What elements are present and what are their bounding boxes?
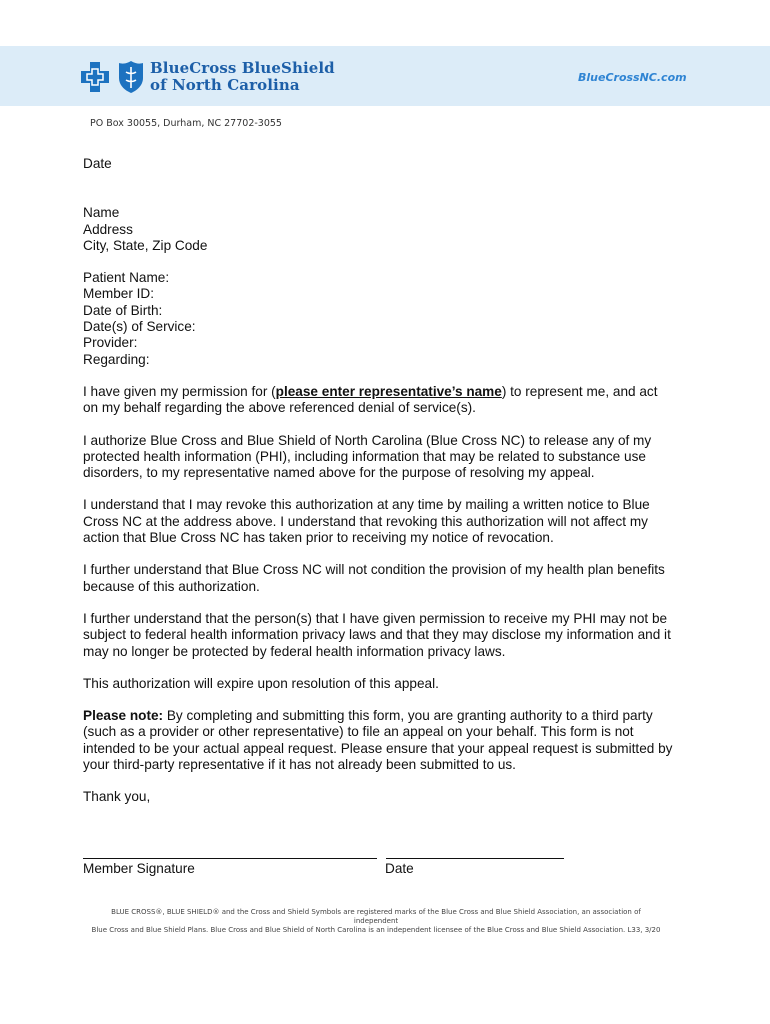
member-signature-label: Member Signature: [83, 861, 195, 876]
para1-end: ) to represent me, and act on my behalf regarding the above referenced denial of service(s).: [83, 383, 658, 416]
signature-date-line[interactable]: [386, 858, 564, 859]
member-signature-line[interactable]: [83, 858, 377, 859]
signature-row: [83, 844, 683, 880]
service-dates-field: Date(s) of Service:: [83, 319, 196, 335]
closing: Thank you,: [83, 789, 151, 805]
signature-date-label: Date: [385, 861, 414, 876]
expiration-paragraph: This authorization will expire upon resolution of this appeal.: [83, 675, 439, 691]
recipient-address: Address: [83, 221, 133, 237]
member-id-field: Member ID:: [83, 286, 155, 302]
recipient-name: Name: [83, 205, 120, 221]
patient-name-field: Patient Name:: [83, 270, 170, 286]
shield-logo-icon: [118, 60, 144, 94]
provider-field: Provider:: [83, 335, 138, 351]
para1-start: I have given my permission for (: [83, 383, 276, 399]
note-text: By completing and submitting this form, you are granting authority to a third party (such as a provider or other representative) to file an appeal on your behalf. This form is not intended to be your actual appeal request. Please ensure that your appeal request is submitted by your third-party representative if it has not already been submitted to us.: [83, 708, 673, 773]
condition-paragraph: I further understand that Blue Cross NC will not condition the provision of my health plan benefits because of this authorization.: [83, 562, 665, 594]
recipient-city: City, State, Zip Code: [83, 237, 208, 253]
authorize-paragraph: I authorize Blue Cross and Blue Shield of North Carolina (Blue Cross NC) to release any of my protected health information (PHI), including information that may be related to substance use disorders, to my representative named above for the purpose of resolving my appeal.: [83, 432, 652, 481]
bcbs-logo: [80, 58, 335, 96]
cross-logo-icon: [80, 61, 110, 93]
website-link[interactable]: BlueCrossNC.com: [578, 71, 687, 84]
legal-footer: [90, 908, 662, 935]
representative-name-placeholder[interactable]: please enter representative’s name: [275, 383, 502, 399]
brand-name: [150, 60, 335, 94]
note-label: Please note:: [83, 708, 164, 724]
mailing-address: PO Box 30055, Durham, NC 27702-3055: [90, 118, 282, 129]
privacy-paragraph: I further understand that the person(s) that I have given permission to receive my PHI may not be subject to federal health information privacy laws and that they may disclose my information and it may no longer be protected by federal health information privacy laws.: [83, 610, 671, 659]
revoke-paragraph: I understand that I may revoke this authorization at any time by mailing a written notice to Blue Cross NC at the address above. I understand that revoking this authorization will not affect my action that Blue Cross NC has taken prior to receiving my notice of revocation.: [83, 497, 650, 546]
dob-field: Date of Birth:: [83, 302, 163, 318]
brand-line-1: BlueCross BlueShield: [150, 59, 335, 77]
note-paragraph: [83, 708, 673, 773]
footer-line-1: BLUE CROSS®, BLUE SHIELD® and the Cross and Shield Symbols are registered marks of the Blue Cross and Blue Shield Association, an association of independent: [111, 908, 641, 925]
footer-line-2: Blue Cross and Blue Shield Plans. Blue Cross and Blue Shield of North Carolina is an independent licensee of the Blue Cross and Blue Shield Association. L33, 3/20: [91, 926, 661, 934]
permission-paragraph: [83, 384, 673, 417]
regarding-field: Regarding:: [83, 351, 150, 367]
brand-line-2: of North Carolina: [150, 76, 300, 94]
date-field: Date: [83, 156, 112, 171]
letter-body: [83, 156, 673, 806]
